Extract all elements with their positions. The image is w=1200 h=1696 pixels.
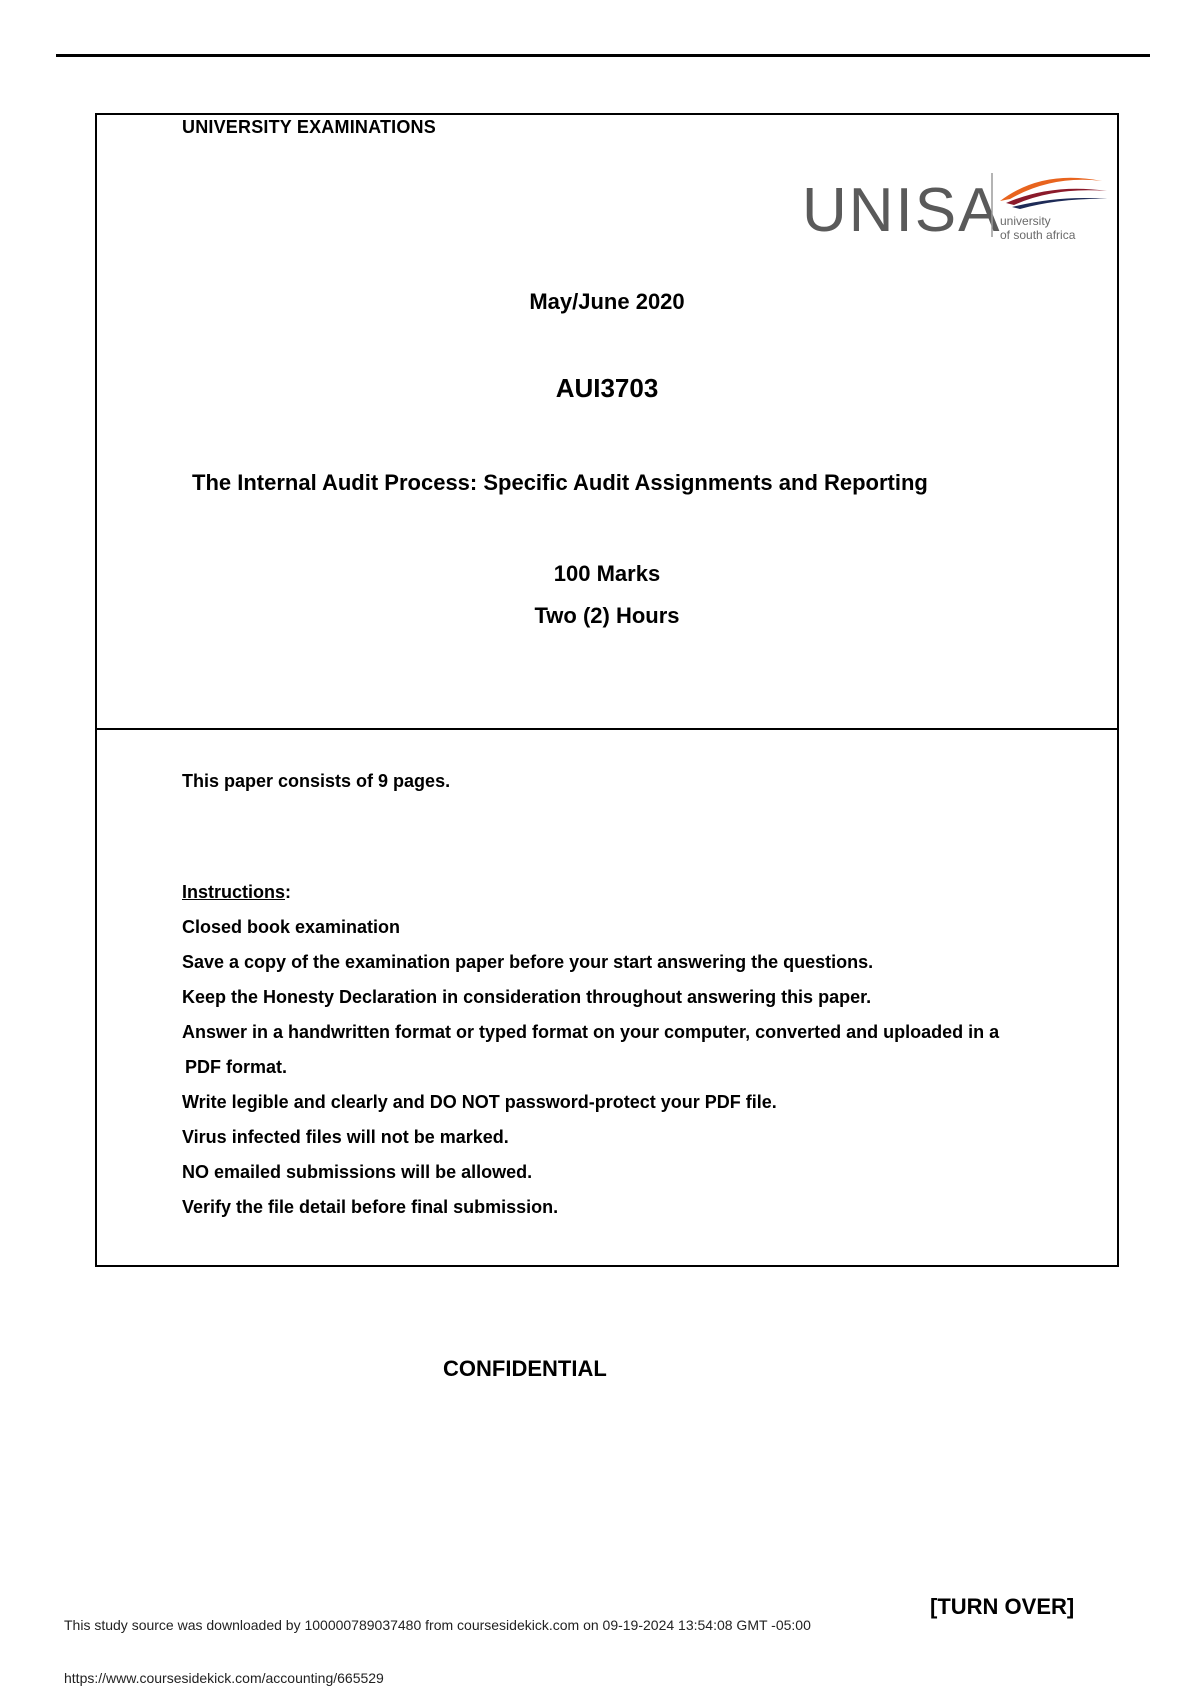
instruction-item: Save a copy of the examination paper before your start answering the questions. (182, 952, 874, 972)
box-divider (97, 728, 1117, 730)
instruction-item: Virus infected files will not be marked. (182, 1127, 509, 1147)
turn-over-label: [TURN OVER] (930, 1594, 1075, 1619)
instruction-item: Write legible and clearly and DO NOT password-protect your PDF file. (182, 1092, 777, 1112)
page-count-statement: This paper consists of 9 pages. (182, 771, 451, 791)
instructions-block (182, 875, 1112, 1225)
instruction-item: Closed book examination (182, 917, 401, 937)
download-note: This study source was downloaded by 100000789037480 from coursesidekick.com on 09-19-2024 13:54:08 GMT -05:00 (64, 1617, 811, 1633)
logo-tagline-2: of south africa (1000, 228, 1076, 242)
instruction-item: NO emailed submissions will be allowed. (182, 1162, 533, 1182)
source-url[interactable]: https://www.coursesidekick.com/accounting/665529 (64, 1670, 384, 1686)
confidential-label: CONFIDENTIAL (443, 1356, 607, 1381)
module-title: The Internal Audit Process: Specific Audit Assignments and Reporting (192, 470, 928, 495)
total-marks: 100 Marks (553, 561, 661, 586)
logo-tagline-1: university (1000, 214, 1051, 228)
instruction-item: PDF format. (185, 1057, 288, 1077)
instruction-item: Keep the Honesty Declaration in consideration throughout answering this paper. (182, 987, 872, 1007)
exam-session: May/June 2020 (529, 289, 685, 314)
instruction-item: Verify the file detail before final submission. (182, 1197, 559, 1217)
instruction-item: Answer in a handwritten format or typed format on your computer, converted and uploaded in a (182, 1022, 1000, 1042)
header-label: UNIVERSITY EXAMINATIONS (182, 117, 436, 137)
logo-wordmark: UNISA (802, 176, 1002, 245)
exam-duration: Two (2) Hours (534, 603, 680, 628)
instructions-heading: Instructions: (182, 882, 292, 902)
top-rule (56, 54, 1150, 57)
unisa-logo (802, 165, 1112, 245)
cover-box (95, 113, 1119, 1267)
module-code: AUI3703 (555, 373, 659, 403)
